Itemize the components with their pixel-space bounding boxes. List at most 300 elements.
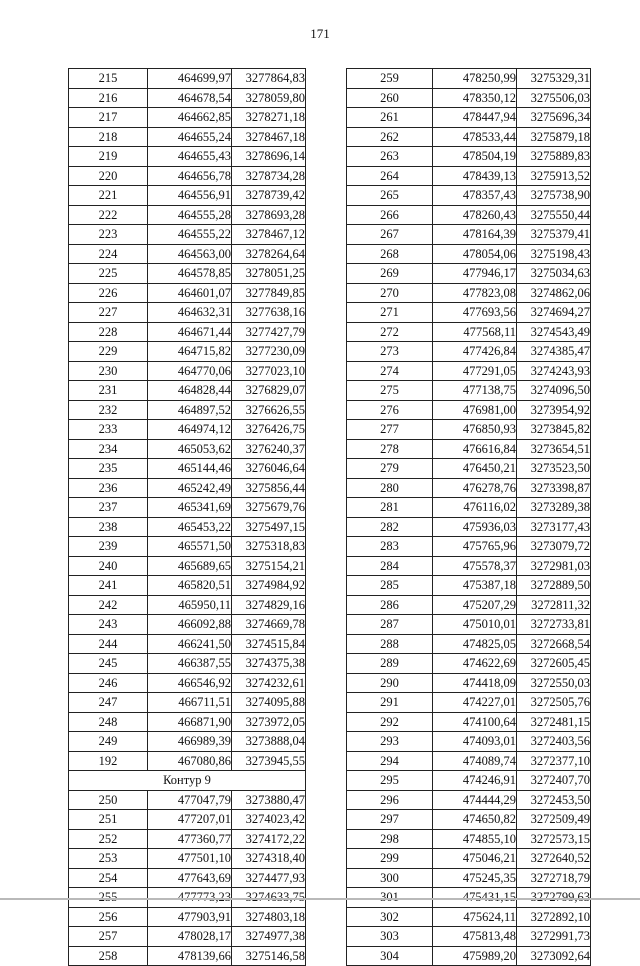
y-coordinate: 3277638,16 (232, 303, 306, 323)
table-row (347, 654, 591, 674)
x-coordinate: 476278,76 (433, 478, 517, 498)
point-number: 289 (347, 654, 433, 674)
table-row (347, 790, 591, 810)
y-coordinate: 3276626,55 (232, 400, 306, 420)
table-row (347, 537, 591, 557)
point-number: 229 (69, 342, 148, 362)
y-coordinate: 3274977,38 (232, 927, 306, 947)
y-coordinate: 3274375,38 (232, 654, 306, 674)
y-coordinate: 3273177,43 (517, 517, 591, 537)
x-coordinate: 466989,39 (148, 732, 232, 752)
y-coordinate: 3275856,44 (232, 478, 306, 498)
point-number: 299 (347, 849, 433, 869)
x-coordinate: 474089,74 (433, 751, 517, 771)
point-number: 237 (69, 498, 148, 518)
y-coordinate: 3275506,03 (517, 88, 591, 108)
table-row (347, 927, 591, 947)
table-row (69, 303, 306, 323)
point-number: 300 (347, 868, 433, 888)
point-number: 247 (69, 693, 148, 713)
x-coordinate: 465571,50 (148, 537, 232, 557)
x-coordinate: 464974,12 (148, 420, 232, 440)
point-number: 242 (69, 595, 148, 615)
y-coordinate: 3278467,12 (232, 225, 306, 245)
x-coordinate: 475387,18 (433, 576, 517, 596)
x-coordinate: 477501,10 (148, 849, 232, 869)
y-coordinate: 3272453,50 (517, 790, 591, 810)
point-number: 224 (69, 244, 148, 264)
point-number: 288 (347, 634, 433, 654)
table-row (69, 751, 306, 771)
table-row (347, 556, 591, 576)
table-row (347, 322, 591, 342)
point-number: 270 (347, 283, 433, 303)
x-coordinate: 466546,92 (148, 673, 232, 693)
y-coordinate: 3275679,76 (232, 498, 306, 518)
x-coordinate: 478504,19 (433, 147, 517, 167)
y-coordinate: 3276046,64 (232, 459, 306, 479)
point-number: 192 (69, 751, 148, 771)
point-number: 285 (347, 576, 433, 596)
x-coordinate: 476116,02 (433, 498, 517, 518)
x-coordinate: 465053,62 (148, 439, 232, 459)
y-coordinate: 3275879,18 (517, 127, 591, 147)
y-coordinate: 3272573,15 (517, 829, 591, 849)
point-number: 265 (347, 186, 433, 206)
x-coordinate: 464556,91 (148, 186, 232, 206)
x-coordinate: 474855,10 (433, 829, 517, 849)
y-coordinate: 3272981,03 (517, 556, 591, 576)
x-coordinate: 465950,11 (148, 595, 232, 615)
y-coordinate: 3273079,72 (517, 537, 591, 557)
point-number: 295 (347, 771, 433, 791)
x-coordinate: 474246,91 (433, 771, 517, 791)
x-coordinate: 478439,13 (433, 166, 517, 186)
x-coordinate: 476450,21 (433, 459, 517, 479)
y-coordinate: 3273654,51 (517, 439, 591, 459)
table-row (347, 88, 591, 108)
y-coordinate: 3275738,90 (517, 186, 591, 206)
y-coordinate: 3275329,31 (517, 69, 591, 89)
table-row (347, 400, 591, 420)
point-number: 243 (69, 615, 148, 635)
y-coordinate: 3274023,42 (232, 810, 306, 830)
point-number: 226 (69, 283, 148, 303)
x-coordinate: 478250,99 (433, 69, 517, 89)
y-coordinate: 3273845,82 (517, 420, 591, 440)
point-number: 264 (347, 166, 433, 186)
point-number: 276 (347, 400, 433, 420)
point-number: 260 (347, 88, 433, 108)
point-number: 232 (69, 400, 148, 420)
table-row (69, 439, 306, 459)
y-coordinate: 3272991,73 (517, 927, 591, 947)
x-coordinate: 476850,93 (433, 420, 517, 440)
y-coordinate: 3278739,42 (232, 186, 306, 206)
table-row (347, 810, 591, 830)
section-title-row (69, 771, 306, 791)
table-row (347, 342, 591, 362)
y-coordinate: 3272505,76 (517, 693, 591, 713)
x-coordinate: 465144,46 (148, 459, 232, 479)
x-coordinate: 477138,75 (433, 381, 517, 401)
x-coordinate: 476616,84 (433, 439, 517, 459)
point-number: 302 (347, 907, 433, 927)
y-coordinate: 3276426,75 (232, 420, 306, 440)
y-coordinate: 3272892,10 (517, 907, 591, 927)
table-row (347, 615, 591, 635)
x-coordinate: 464715,82 (148, 342, 232, 362)
point-number: 223 (69, 225, 148, 245)
y-coordinate: 3273092,64 (517, 946, 591, 966)
point-number: 251 (69, 810, 148, 830)
point-number: 222 (69, 205, 148, 225)
y-coordinate: 3278734,28 (232, 166, 306, 186)
x-coordinate: 466871,90 (148, 712, 232, 732)
table-row (69, 264, 306, 284)
point-number: 263 (347, 147, 433, 167)
x-coordinate: 474622,69 (433, 654, 517, 674)
table-row (69, 634, 306, 654)
y-coordinate: 3275318,83 (232, 537, 306, 557)
x-coordinate: 478533,44 (433, 127, 517, 147)
point-number: 293 (347, 732, 433, 752)
x-coordinate: 478028,17 (148, 927, 232, 947)
point-number: 240 (69, 556, 148, 576)
point-number: 286 (347, 595, 433, 615)
table-row (69, 225, 306, 245)
x-coordinate: 474100,64 (433, 712, 517, 732)
x-coordinate: 478357,43 (433, 186, 517, 206)
x-coordinate: 474418,09 (433, 673, 517, 693)
x-coordinate: 474093,01 (433, 732, 517, 752)
point-number: 244 (69, 634, 148, 654)
table-row (69, 790, 306, 810)
point-number: 250 (69, 790, 148, 810)
y-coordinate: 3274095,88 (232, 693, 306, 713)
y-coordinate: 3275146,58 (232, 946, 306, 966)
table-row (347, 693, 591, 713)
point-number: 218 (69, 127, 148, 147)
point-number: 298 (347, 829, 433, 849)
point-number: 252 (69, 829, 148, 849)
table-row (347, 381, 591, 401)
table-row (347, 225, 591, 245)
point-number: 296 (347, 790, 433, 810)
y-coordinate: 3273880,47 (232, 790, 306, 810)
point-number: 287 (347, 615, 433, 635)
table-row (69, 712, 306, 732)
table-row (347, 108, 591, 128)
point-number: 273 (347, 342, 433, 362)
table-row (69, 459, 306, 479)
y-coordinate: 3274096,50 (517, 381, 591, 401)
x-coordinate: 466241,50 (148, 634, 232, 654)
point-number: 268 (347, 244, 433, 264)
x-coordinate: 464671,44 (148, 322, 232, 342)
x-coordinate: 478350,12 (433, 88, 517, 108)
point-number: 269 (347, 264, 433, 284)
y-coordinate: 3274694,27 (517, 303, 591, 323)
y-coordinate: 3272733,81 (517, 615, 591, 635)
point-number: 220 (69, 166, 148, 186)
point-number: 277 (347, 420, 433, 440)
table-row (347, 420, 591, 440)
table-row (347, 498, 591, 518)
table-row (347, 849, 591, 869)
x-coordinate: 464655,24 (148, 127, 232, 147)
point-number: 225 (69, 264, 148, 284)
x-coordinate: 477903,91 (148, 907, 232, 927)
x-coordinate: 478054,06 (433, 244, 517, 264)
y-coordinate: 3278693,28 (232, 205, 306, 225)
x-coordinate: 474650,82 (433, 810, 517, 830)
table-row (69, 693, 306, 713)
y-coordinate: 3272605,45 (517, 654, 591, 674)
y-coordinate: 3275889,83 (517, 147, 591, 167)
x-coordinate: 475578,37 (433, 556, 517, 576)
x-coordinate: 477946,17 (433, 264, 517, 284)
point-number: 275 (347, 381, 433, 401)
table-row (69, 595, 306, 615)
table-row (347, 459, 591, 479)
y-coordinate: 3278264,64 (232, 244, 306, 264)
x-coordinate: 478447,94 (433, 108, 517, 128)
point-number: 215 (69, 69, 148, 89)
table-row (69, 829, 306, 849)
point-number: 245 (69, 654, 148, 674)
x-coordinate: 475046,21 (433, 849, 517, 869)
y-coordinate: 3277427,79 (232, 322, 306, 342)
x-coordinate: 465453,22 (148, 517, 232, 537)
point-number: 253 (69, 849, 148, 869)
table-row (347, 147, 591, 167)
table-row (347, 634, 591, 654)
coordinates-table-left-body-after (69, 790, 306, 966)
x-coordinate: 464563,00 (148, 244, 232, 264)
x-coordinate: 464699,97 (148, 69, 232, 89)
point-number: 236 (69, 478, 148, 498)
table-row (347, 829, 591, 849)
point-number: 267 (347, 225, 433, 245)
y-coordinate: 3272668,54 (517, 634, 591, 654)
table-row (69, 576, 306, 596)
y-coordinate: 3276240,37 (232, 439, 306, 459)
y-coordinate: 3278467,18 (232, 127, 306, 147)
coordinates-table-left (68, 68, 306, 966)
table-row (69, 498, 306, 518)
table-row (347, 166, 591, 186)
table-row (69, 205, 306, 225)
y-coordinate: 3274385,47 (517, 342, 591, 362)
y-coordinate: 3274862,06 (517, 283, 591, 303)
table-row (69, 283, 306, 303)
table-row (69, 186, 306, 206)
table-row (69, 400, 306, 420)
y-coordinate: 3272377,10 (517, 751, 591, 771)
x-coordinate: 464555,28 (148, 205, 232, 225)
y-coordinate: 3274172,22 (232, 829, 306, 849)
x-coordinate: 464770,06 (148, 361, 232, 381)
point-number: 227 (69, 303, 148, 323)
point-number: 261 (347, 108, 433, 128)
page-number: 171 (310, 26, 330, 41)
point-number: 283 (347, 537, 433, 557)
table-row (69, 478, 306, 498)
point-number: 274 (347, 361, 433, 381)
point-number: 257 (69, 927, 148, 947)
section-title: Контур 9 (69, 771, 306, 791)
y-coordinate: 3274803,18 (232, 907, 306, 927)
point-number: 304 (347, 946, 433, 966)
point-number: 291 (347, 693, 433, 713)
x-coordinate: 478139,66 (148, 946, 232, 966)
x-coordinate: 477823,08 (433, 283, 517, 303)
y-coordinate: 3273954,92 (517, 400, 591, 420)
section-header (69, 771, 306, 791)
point-number: 282 (347, 517, 433, 537)
x-coordinate: 475010,01 (433, 615, 517, 635)
page-bottom-edge (0, 898, 640, 900)
y-coordinate: 3275154,21 (232, 556, 306, 576)
table-row (347, 576, 591, 596)
point-number: 259 (347, 69, 433, 89)
x-coordinate: 465689,65 (148, 556, 232, 576)
table-row (347, 907, 591, 927)
x-coordinate: 475765,96 (433, 537, 517, 557)
x-coordinate: 464678,54 (148, 88, 232, 108)
table-row (69, 927, 306, 947)
y-coordinate: 3278051,25 (232, 264, 306, 284)
table-row (69, 361, 306, 381)
table-row (69, 556, 306, 576)
point-number: 235 (69, 459, 148, 479)
table-row (69, 517, 306, 537)
x-coordinate: 464662,85 (148, 108, 232, 128)
y-coordinate: 3274243,93 (517, 361, 591, 381)
point-number: 290 (347, 673, 433, 693)
x-coordinate: 464632,31 (148, 303, 232, 323)
x-coordinate: 477291,05 (433, 361, 517, 381)
table-row (347, 439, 591, 459)
table-row (69, 342, 306, 362)
point-number: 238 (69, 517, 148, 537)
y-coordinate: 3274543,49 (517, 322, 591, 342)
point-number: 241 (69, 576, 148, 596)
point-number: 246 (69, 673, 148, 693)
point-number: 234 (69, 439, 148, 459)
y-coordinate: 3275696,34 (517, 108, 591, 128)
point-number: 279 (347, 459, 433, 479)
x-coordinate: 475207,29 (433, 595, 517, 615)
point-number: 249 (69, 732, 148, 752)
x-coordinate: 464828,44 (148, 381, 232, 401)
point-number: 294 (347, 751, 433, 771)
x-coordinate: 466387,55 (148, 654, 232, 674)
point-number: 271 (347, 303, 433, 323)
point-number: 228 (69, 322, 148, 342)
table-row (347, 69, 591, 89)
y-coordinate: 3273398,87 (517, 478, 591, 498)
x-coordinate: 477360,77 (148, 829, 232, 849)
y-coordinate: 3272509,49 (517, 810, 591, 830)
x-coordinate: 477693,56 (433, 303, 517, 323)
point-number: 233 (69, 420, 148, 440)
x-coordinate: 467080,86 (148, 751, 232, 771)
table-row (347, 264, 591, 284)
x-coordinate: 477426,84 (433, 342, 517, 362)
y-coordinate: 3275034,63 (517, 264, 591, 284)
table-row (347, 673, 591, 693)
y-coordinate: 3277864,83 (232, 69, 306, 89)
table-row (69, 673, 306, 693)
point-number: 292 (347, 712, 433, 732)
x-coordinate: 464897,52 (148, 400, 232, 420)
x-coordinate: 464655,43 (148, 147, 232, 167)
x-coordinate: 466711,51 (148, 693, 232, 713)
x-coordinate: 477047,79 (148, 790, 232, 810)
x-coordinate: 465242,49 (148, 478, 232, 498)
x-coordinate: 474444,29 (433, 790, 517, 810)
table-row (347, 361, 591, 381)
table-row (69, 88, 306, 108)
point-number: 231 (69, 381, 148, 401)
y-coordinate: 3274232,61 (232, 673, 306, 693)
table-row (69, 69, 306, 89)
table-row (69, 654, 306, 674)
table-row (347, 868, 591, 888)
point-number: 248 (69, 712, 148, 732)
table-row (69, 732, 306, 752)
table-row (69, 127, 306, 147)
y-coordinate: 3275550,44 (517, 205, 591, 225)
table-row (69, 946, 306, 966)
x-coordinate: 475245,35 (433, 868, 517, 888)
table-row (69, 615, 306, 635)
y-coordinate: 3272403,56 (517, 732, 591, 752)
table-row (69, 868, 306, 888)
point-number: 280 (347, 478, 433, 498)
y-coordinate: 3273972,05 (232, 712, 306, 732)
y-coordinate: 3276829,07 (232, 381, 306, 401)
point-number: 258 (69, 946, 148, 966)
x-coordinate: 478164,39 (433, 225, 517, 245)
y-coordinate: 3275913,52 (517, 166, 591, 186)
y-coordinate: 3275497,15 (232, 517, 306, 537)
x-coordinate: 475936,03 (433, 517, 517, 537)
y-coordinate: 3277023,10 (232, 361, 306, 381)
table-row (347, 595, 591, 615)
y-coordinate: 3272889,50 (517, 576, 591, 596)
x-coordinate: 478260,43 (433, 205, 517, 225)
table-row (347, 712, 591, 732)
table-row (69, 244, 306, 264)
table-row (347, 478, 591, 498)
table-row (69, 381, 306, 401)
coordinates-table-left-body (69, 69, 306, 771)
y-coordinate: 3274318,40 (232, 849, 306, 869)
point-number: 216 (69, 88, 148, 108)
y-coordinate: 3278696,14 (232, 147, 306, 167)
y-coordinate: 3275379,41 (517, 225, 591, 245)
y-coordinate: 3274984,92 (232, 576, 306, 596)
x-coordinate: 466092,88 (148, 615, 232, 635)
coordinates-table-right-body (347, 69, 591, 966)
y-coordinate: 3277230,09 (232, 342, 306, 362)
table-row (347, 771, 591, 791)
point-number: 254 (69, 868, 148, 888)
table-row (347, 517, 591, 537)
